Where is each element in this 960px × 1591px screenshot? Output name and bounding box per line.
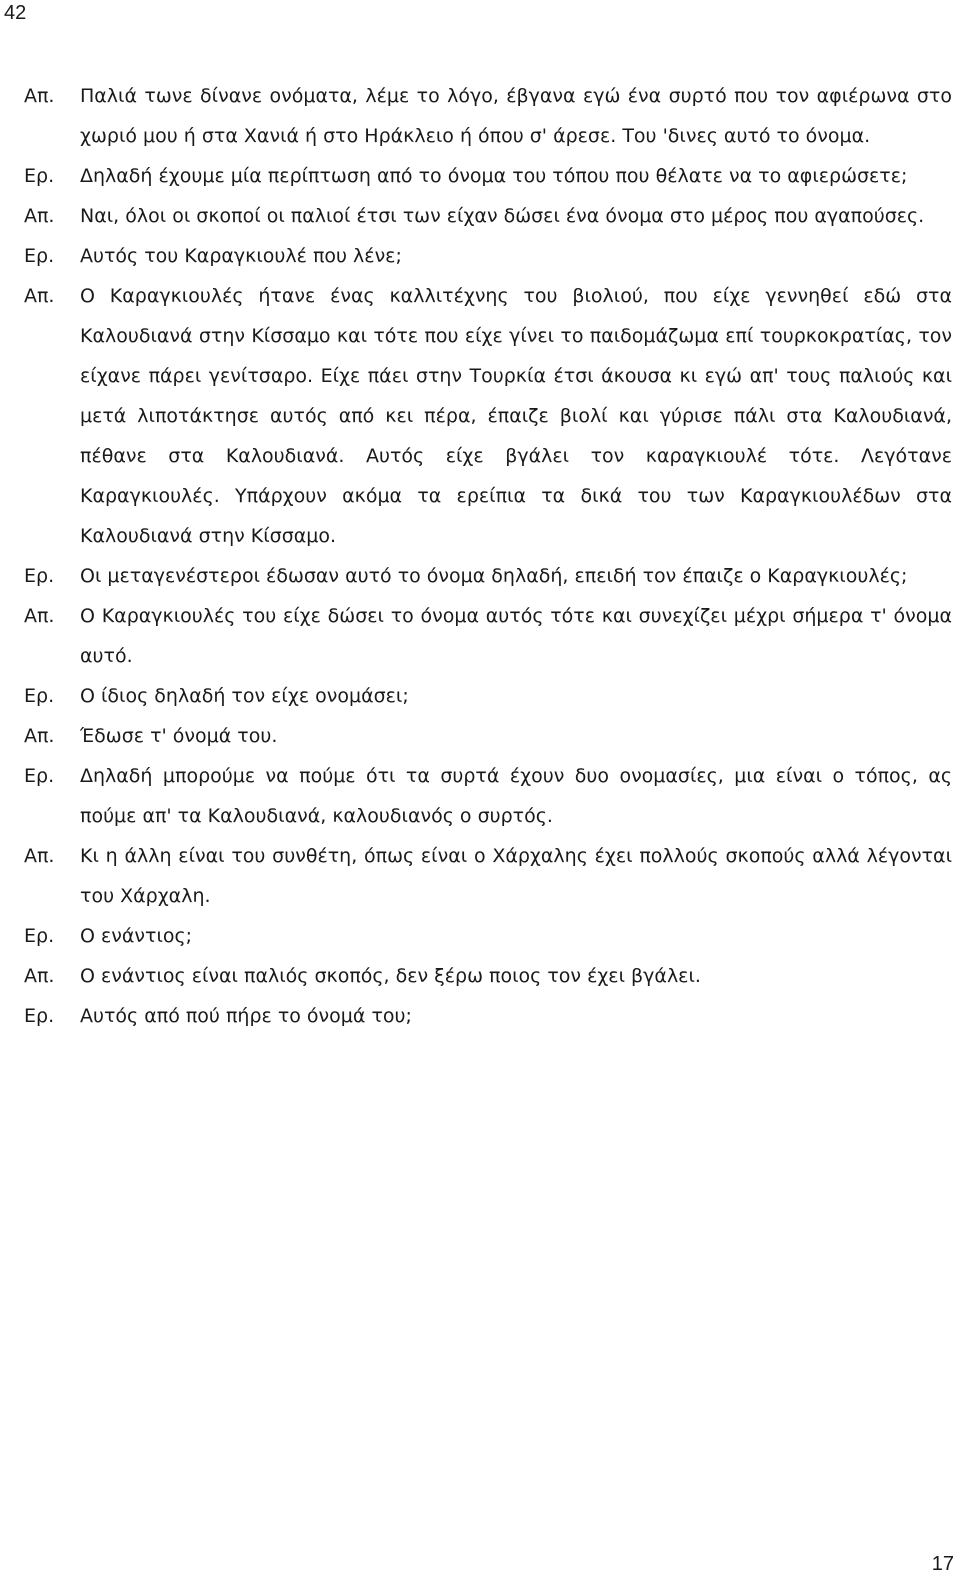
speaker-label: Ερ.: [24, 245, 55, 267]
speaker-label: Ερ.: [24, 765, 55, 787]
page-number-bottom: 17: [931, 1553, 954, 1575]
transcript-entry: [24, 236, 952, 276]
utterance-text: Ο ίδιος δηλαδή τον είχε ονομάσει;: [80, 685, 409, 707]
transcript-entry: [24, 196, 952, 236]
speaker-label: Ερ.: [24, 685, 55, 707]
utterance-text: Παλιά τωνε δίνανε ονόματα, λέμε το λόγο, έβγανα εγώ ένα συρτό που τον αφιέρωνα στο χωριό μου ή στα Χανιά ή στο Ηράκλειο ή όπου σ' άρεσε. Του 'δινες αυτό το όνομα.: [80, 85, 952, 147]
utterance-text: Ο ενάντιος είναι παλιός σκοπός, δεν ξέρω ποιος τον έχει βγάλει.: [80, 965, 701, 987]
utterance-text: Οι μεταγενέστεροι έδωσαν αυτό το όνομα δηλαδή, επειδή τον έπαιζε ο Καραγκιουλές;: [80, 565, 908, 587]
utterance-text: Ναι, όλοι οι σκοποί οι παλιοί έτσι των είχαν δώσει ένα όνομα στο μέρος που αγαπούσες.: [80, 205, 925, 227]
speaker-label: Απ.: [24, 725, 55, 747]
speaker-label: Ερ.: [24, 1005, 55, 1027]
speaker-label: Ερ.: [24, 925, 55, 947]
transcript-entry: [24, 916, 952, 956]
transcript-entry: [24, 556, 952, 596]
speaker-label: Απ.: [24, 605, 55, 627]
transcript-entry: [24, 596, 952, 676]
utterance-text: Αυτός του Καραγκιουλέ που λένε;: [80, 245, 402, 267]
utterance-text: Δηλαδή μπορούμε να πούμε ότι τα συρτά έχουν δυο ονομασίες, μια είναι ο τόπος, ας πούμε απ' τα Καλουδιανά, καλουδιανός ο συρτός.: [80, 765, 952, 827]
transcript-entry: [24, 276, 952, 556]
speaker-label: Ερ.: [24, 565, 55, 587]
utterance-text: Ο Καραγκιουλές ήτανε ένας καλλιτέχνης του βιολιού, που είχε γεννηθεί εδώ στα Καλουδιανά στην Κίσσαμο και τότε που είχε γίνει το παιδομάζωμα επί τουρκοκρατίας, τον είχανε πάρει γενίτσαρο. Είχε πάει στην Τουρκία έτσι άκουσα κι εγώ απ' τους παλιούς και μετά λιποτάκτησε αυτός από κει πέρα, έπαιζε βιολί και γύρισε πάλι στα Καλουδιανά, πέθανε στα Καλουδιανά. Αυτός είχε βγάλει τον καραγκιουλέ τότε. Λεγότανε Καραγκιουλές. Υπάρχουν ακόμα τα ερείπια τα δικά του των Καραγκιουλέδων στα Καλουδιανά στην Κίσσαμο.: [80, 285, 952, 547]
transcript-entry: [24, 756, 952, 836]
transcript-entry: [24, 676, 952, 716]
transcript-entry: [24, 76, 952, 156]
speaker-label: Ερ.: [24, 165, 55, 187]
utterance-text: Έδωσε τ' όνομά του.: [80, 725, 278, 747]
speaker-label: Απ.: [24, 205, 55, 227]
utterance-text: Αυτός από πού πήρε το όνομά του;: [80, 1005, 412, 1027]
transcript-entry: [24, 156, 952, 196]
utterance-text: Ο Καραγκιουλές του είχε δώσει το όνομα αυτός τότε και συνεχίζει μέχρι σήμερα τ' όνομα αυτό.: [80, 605, 952, 667]
transcript-entry: [24, 836, 952, 916]
transcript-entry: [24, 716, 952, 756]
interview-transcript: [24, 76, 952, 1036]
speaker-label: Απ.: [24, 965, 55, 987]
utterance-text: Ο ενάντιος;: [80, 925, 193, 947]
utterance-text: Κι η άλλη είναι του συνθέτη, όπως είναι ο Χάρχαλης έχει πολλούς σκοπούς αλλά λέγονται του Χάρχαλη.: [80, 845, 952, 907]
transcript-entry: [24, 996, 952, 1036]
transcript-entry: [24, 956, 952, 996]
speaker-label: Απ.: [24, 285, 55, 307]
speaker-label: Απ.: [24, 845, 55, 867]
page-number-top: 42: [4, 2, 27, 24]
utterance-text: Δηλαδή έχουμε μία περίπτωση από το όνομα του τόπου που θέλατε να το αφιερώσετε;: [80, 165, 908, 187]
speaker-label: Απ.: [24, 85, 55, 107]
